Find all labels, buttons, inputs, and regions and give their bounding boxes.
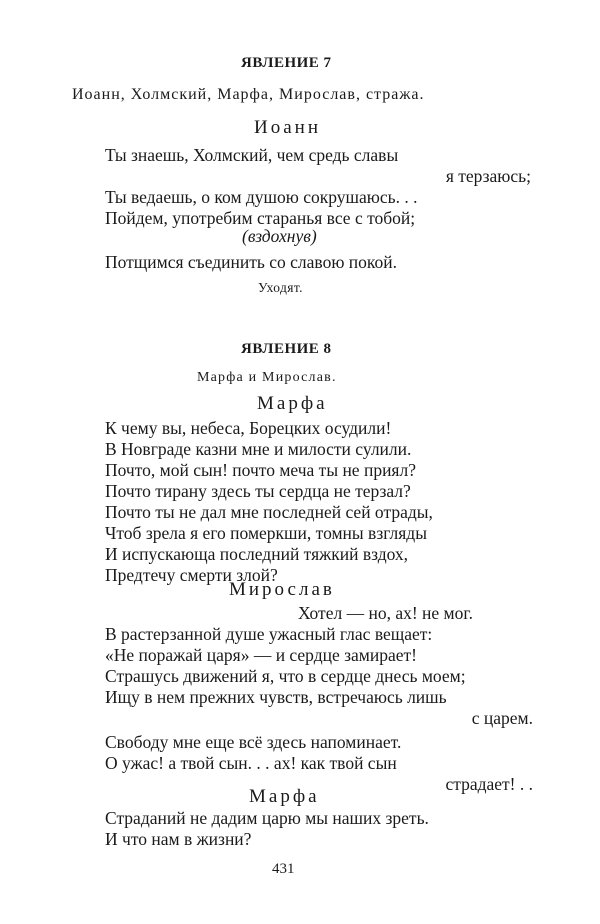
scene-8-title: ЯВЛЕНИЕ 8	[241, 341, 332, 357]
verse-line: К чему вы, небеса, Борецких осудили!	[105, 418, 392, 438]
stage-direction: (вздохнув)	[242, 226, 317, 246]
verse-line: Страшусь движений я, что в сердце днесь моем;	[105, 666, 466, 686]
verse-line: Ищу в нем прежних чувств, встречаюсь лишь	[105, 687, 447, 707]
scene-7-speech-a	[105, 145, 545, 229]
verse-line: Почто, мой сын! почто меча ты не приял?	[105, 460, 416, 480]
verse-line-continuation: с царем.	[471, 708, 533, 728]
verse-line: В Новграде казни мне и милости сулили.	[105, 439, 412, 459]
verse-line: Почто ты не дал мне последней сей отрады,	[105, 502, 433, 522]
verse-line: Потщимся съединить со славою покой.	[105, 252, 397, 272]
speaker-marfa: Марфа	[257, 393, 328, 414]
page-number: 431	[272, 861, 295, 877]
miroslav-speech	[105, 603, 545, 795]
speaker-ioann: Иоанн	[254, 117, 321, 138]
marfa-speech-1	[105, 418, 545, 586]
verse-line: Ты ведаешь, о ком душою сокрушаюсь. . .	[105, 187, 418, 207]
verse-line: Чтоб зрела я его померкши, томны взгляды	[105, 523, 427, 543]
verse-line: Пойдем, употребим старанья все с тобой;	[105, 208, 416, 228]
marfa-speech-2	[105, 808, 545, 850]
verse-line-continuation: страдает! . .	[445, 774, 533, 794]
verse-line: Страданий не дадим царю мы наших зреть.	[105, 808, 429, 828]
speaker-miroslav: Мирослав	[229, 579, 335, 600]
verse-line: О ужас! а твой сын. . . ах! как твой сын	[105, 753, 397, 773]
exit-direction: Уходят.	[258, 280, 303, 295]
verse-line: И испускающа последний тяжкий вздох,	[105, 544, 409, 564]
scene-7-cast: Иоанн, Холмский, Марфа, Мирослав, стража.	[72, 86, 425, 103]
verse-line: Свободу мне еще всё здесь напоминает.	[105, 732, 402, 752]
speaker-marfa: Марфа	[249, 786, 320, 807]
verse-line: Ты знаешь, Холмский, чем средь славы	[105, 145, 399, 165]
verse-line-continuation: Хотел — но, ах! не мог.	[298, 603, 473, 623]
verse-line: «Не поражай царя» — и сердце замирает!	[105, 645, 417, 665]
verse-line: Почто тирану здесь ты сердца не терзал?	[105, 481, 411, 501]
verse-line-continuation: я терзаюсь;	[445, 166, 531, 186]
scene-7-title: ЯВЛЕНИЕ 7	[241, 55, 332, 71]
verse-line: В растерзанной душе ужасный глас вещает:	[105, 624, 433, 644]
verse-line: И что нам в жизни?	[105, 829, 252, 849]
scene-8-cast: Марфа и Мирослав.	[197, 370, 337, 385]
verse-line: Предтечу смерти злой?	[105, 565, 278, 585]
